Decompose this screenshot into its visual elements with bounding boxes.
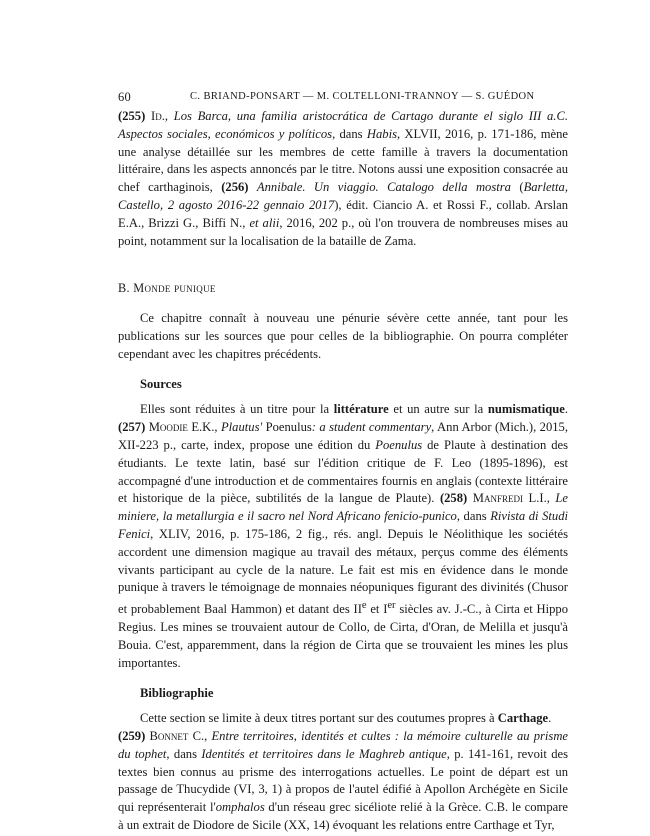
text-run: , dans xyxy=(332,126,367,141)
entry-number: (257) xyxy=(118,420,146,435)
subheading-sources: Sources xyxy=(140,376,182,391)
text-run: Cette section se limite à deux titres portant sur des coutumes propres à xyxy=(140,711,498,726)
entry-title: Entre territoires, identités et cultes : la mémoire culturelle au prisme du tophet xyxy=(118,729,569,761)
bibliographie-paragraph xyxy=(118,710,568,728)
entry-title: Le miniere, la metallurgia e il sacro nel Nord Africano fenicio-punico xyxy=(118,491,569,524)
superscript: er xyxy=(387,600,396,612)
entry-author: Id. xyxy=(151,109,165,123)
text-run: et un autre sur la xyxy=(388,402,488,417)
entry-255-paragraph: (255) Id., Los Barca, una familia aristocrática de Cartago durante el siglo III a.C. Aspectos sociales, económicos y políticos, dans Habis, XLVII, 2016, p. 171-186, mène une analyse détaillée sur les membres de cette famille à travers la documentation littéraire, dans les aspects annoncés par le titre. Notons aussi une exposition consacrée au chef carthaginois, (256) Annibale. Un viaggio. Catalogo della mostra (Barletta, Castello, 2 agosto 2016-22 gennaio 2017), édit. Ciancio A. et Rossi F., collab. Arslan E.A., Brizzi G., Biffi N., et alii, 2016, 202 p., où l'on trouvera de nombreuses mises au point, notamment sur la localisation de la bataille de Zama. xyxy=(118,109,569,248)
sources-paragraph xyxy=(118,401,568,672)
text-run: , XLIV, 2016, p. 175-186, 2 fig., rés. angl. Depuis le Néolithique les sociétés accordent une dimension magique au travail des métaux, perçus comme des éléments vivants participant au cycle de la nature. Le fait est mis en évidence dans le monde punique à travers le témoignage de monnaies néopuniques figurant des divinités (Chusor et probablement Baal Hammon) et datant des xyxy=(118,526,568,617)
section-heading-b xyxy=(118,280,568,298)
text-run: , XLVII, 2016, p. 171-186, mène une analyse détaillée sur les membres de cette famille à travers la documentation littéraire, dans les aspects annoncés par le titre. Notons aussi une exposition consacrée au chef carthaginois, xyxy=(118,126,568,195)
journal-title: Rivista di Studi Fenici xyxy=(118,509,569,541)
text-run: . xyxy=(564,402,568,417)
term-omphalos: omphalos xyxy=(215,800,265,815)
entry-author: Bonnet C. xyxy=(149,729,205,744)
century-numeral: II xyxy=(353,602,362,617)
text-run: Elles sont réduites à un titre pour la xyxy=(140,402,334,417)
work-title: Poenulus xyxy=(375,437,423,452)
entry-title: : a student commentary xyxy=(311,420,432,435)
entry-title: Plautus' xyxy=(220,420,266,435)
text-run: ( xyxy=(510,180,524,195)
entry-title: Los Barca, una familia aristocrática de Cartago durante el siglo III a.C. Aspectos sociales, económicos y políticos xyxy=(118,109,568,141)
text-run: et xyxy=(366,602,384,617)
text-run: , xyxy=(546,491,556,506)
entry-title-roman: Poenulus xyxy=(265,420,312,435)
exhibition-place: Barletta, Castello, 2 agosto 2016-22 gennaio 2017 xyxy=(118,180,568,212)
entry-author: Moodie E.K. xyxy=(148,420,215,435)
intro-paragraph: Ce chapitre connaît à nouveau une pénurie sévère cette année, tant pour les publications sur les sources que pour celles de la bibliographie. On pourra compléter cependant avec les chapitres précédents. xyxy=(118,311,568,361)
page-number: 60 xyxy=(118,90,131,104)
text-run: , xyxy=(204,729,212,744)
section-title: Monde punique xyxy=(133,281,216,296)
section-letter: B. xyxy=(118,281,130,296)
entry-author: Manfredi L.I. xyxy=(472,491,547,506)
keyword-carthage: Carthage xyxy=(497,711,549,726)
text-run: , Ann Arbor (Mich.), 2015, XII-223 p., carte, index, propose une édition du xyxy=(118,420,568,452)
journal-title: Habis xyxy=(366,126,397,141)
entry-number: (256) xyxy=(221,180,249,195)
keyword-litterature: littérature xyxy=(333,402,389,417)
entry-number: (255) xyxy=(118,109,146,123)
text-run: ), édit. Ciancio A. et Rossi F., collab. Arslan E.A., Brizzi G., Biffi N., xyxy=(118,197,568,230)
running-header-authors: C. BRIAND-PONSART — M. COLTELLONI-TRANNOY — S. GUÉDON xyxy=(190,91,535,102)
text-run: d'un réseau grec sicéliote relié à la Grèce. C.B. le compare à un extrait de Diodore de Sicile (XX, 14) évoquant les relations entre Carthage et Tyr, xyxy=(118,800,568,833)
text-run: siècles av. J.-C., à Cirta et Hippo Regius. Les mines se trouvaient autour de Collo, de Cirta, d'Oran, de Melilla et jusqu'à Bouia. C'est, apparemment, dans la région de Cirta que se trouvaient les mines les plus importantes. xyxy=(118,602,568,670)
text-run: , p. 141-161, revoit des textes bien connus au prisme des interrogations actuelles. Le point de départ est un passage de Thucydide (VI, 3, 1) à propos de l'autel édifié à Apollon Archégète en Sicile qui représenterait l' xyxy=(118,746,568,815)
entry-title: Annibale. Un viaggio. Catalogo della mostra xyxy=(256,180,511,195)
text-run: , xyxy=(214,420,221,435)
entry-number: (258) xyxy=(439,491,468,506)
text-run: , dans xyxy=(166,746,202,761)
text-run: , dans xyxy=(456,509,491,524)
superscript: e xyxy=(361,600,367,612)
century-numeral: I xyxy=(383,602,388,617)
keyword-numismatique: numismatique xyxy=(487,402,565,417)
entry-number: (259) xyxy=(118,729,146,744)
text-run: . xyxy=(548,711,552,726)
et-alii: et alii xyxy=(249,215,280,230)
book-title: Identités et territoires dans le Maghreb antique xyxy=(201,746,447,761)
text-run: de Plaute à destination des étudiants. Le texte latin, basé sur l'édition critique de F. Leo (1895-1896), est accompagné d'une introduction et de commentaires fournis en anglais (contexte littéraire et historique de la pièce, subtilités de la langue de Plaute). xyxy=(118,437,569,506)
subheading-bibliographie: Bibliographie xyxy=(140,685,214,700)
page-body xyxy=(118,108,568,835)
text-run: , 2016, 202 p., où l'on trouvera de nombreuses mises au point, notamment sur la localisation de la bataille de Zama. xyxy=(118,215,569,248)
entry-259-paragraph xyxy=(118,728,568,835)
